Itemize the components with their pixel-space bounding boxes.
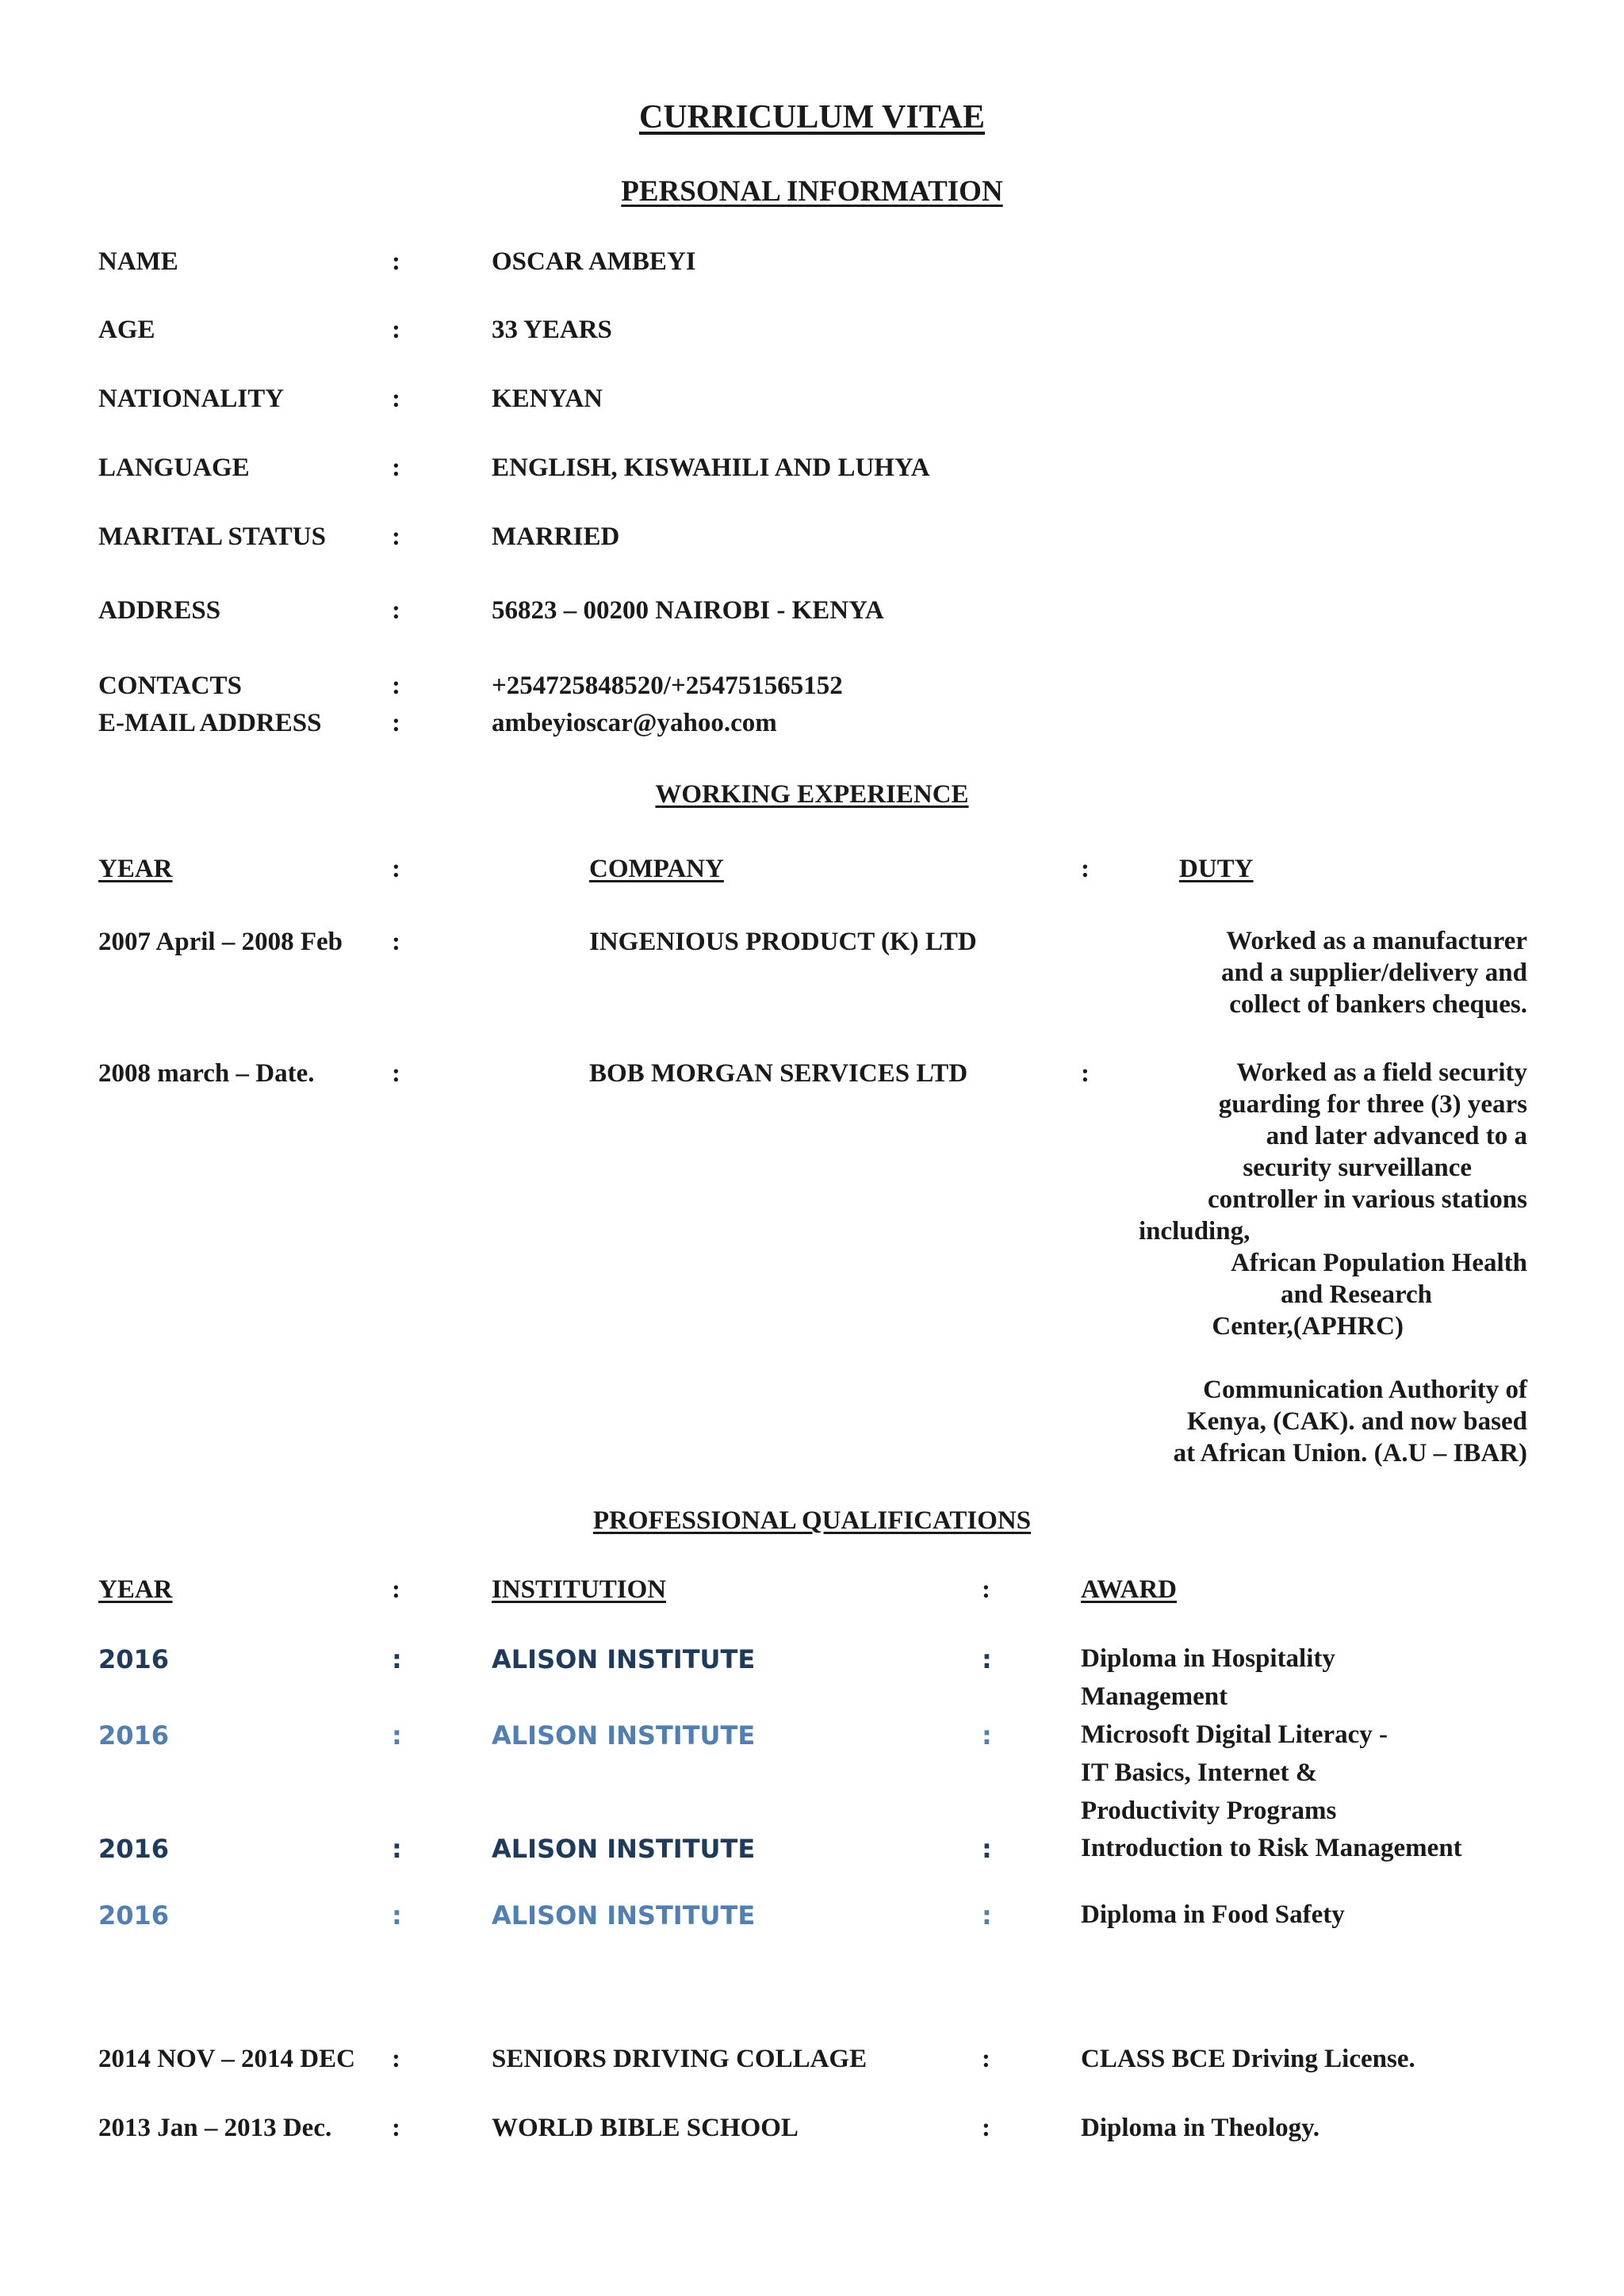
- qualification-institution: ALISON INSTITUTE: [492, 1834, 756, 1864]
- experience-year: 2008 march – Date.: [98, 1059, 315, 1088]
- duty-line: Worked as a field security: [1236, 1058, 1527, 1087]
- experience-year: 2007 April – 2008 Feb: [98, 928, 343, 956]
- personal-value: 56823 – 00200 NAIROBI - KENYA: [492, 596, 884, 625]
- colon: :: [982, 2045, 990, 2073]
- colon: :: [392, 2114, 400, 2142]
- qualification-institution: WORLD BIBLE SCHOOL: [492, 2114, 799, 2142]
- colon: :: [392, 855, 400, 883]
- duty-line: African Population Health: [1230, 1249, 1527, 1277]
- qualification-year: 2016: [98, 1644, 170, 1674]
- col-header-company: COMPANY: [589, 855, 724, 883]
- qualification-award: CLASS BCE Driving License.: [1081, 2045, 1415, 2073]
- colon: :: [392, 453, 400, 482]
- working-experience-heading: WORKING EXPERIENCE: [655, 780, 969, 809]
- personal-value: KENYAN: [492, 385, 603, 413]
- experience-duty: [1155, 925, 1527, 1020]
- duty-line: Center,(APHRC): [1212, 1312, 1404, 1341]
- personal-label: NATIONALITY: [98, 385, 285, 413]
- qualification-institution: ALISON INSTITUTE: [492, 1720, 756, 1751]
- colon: :: [1081, 1059, 1090, 1088]
- colon: :: [392, 672, 400, 700]
- duty-line: controller in various stations: [1207, 1185, 1527, 1214]
- qualification-award: Introduction to Risk Management: [1081, 1834, 1462, 1862]
- duty-line: guarding for three (3) years: [1218, 1090, 1527, 1119]
- colon: :: [392, 385, 400, 413]
- colon: :: [392, 316, 400, 344]
- personal-value: ENGLISH, KISWAHILI AND LUHYA: [492, 453, 930, 482]
- duty-line: security surveillance: [1243, 1154, 1472, 1182]
- colon: :: [392, 1059, 400, 1088]
- experience-duty-continued: [1155, 1374, 1527, 1469]
- duty-line: collect of bankers cheques.: [1229, 990, 1527, 1019]
- duty-line: at African Union. (A.U – IBAR): [1173, 1439, 1527, 1468]
- personal-label: ADDRESS: [98, 596, 221, 625]
- duty-line: and Research: [1281, 1280, 1432, 1309]
- qualification-year: 2016: [98, 1900, 170, 1931]
- duty-line: Worked as a manufacturer: [1226, 927, 1527, 955]
- personal-label: AGE: [98, 316, 155, 344]
- colon: :: [392, 2045, 400, 2073]
- qualification-award: Microsoft Digital Literacy -IT Basics, Internet & Productivity Programs: [1081, 1720, 1388, 1825]
- qualification-award: Diploma in Hospitality Management: [1081, 1644, 1335, 1711]
- duty-line: including,: [1139, 1217, 1251, 1246]
- colon: :: [392, 1720, 402, 1751]
- qualification-award: Diploma in Food Safety: [1081, 1900, 1345, 1929]
- qualification-institution: ALISON INSTITUTE: [492, 1900, 756, 1931]
- colon: :: [982, 1720, 992, 1751]
- qualification-year: 2016: [98, 1720, 170, 1751]
- col-header-award: AWARD: [1081, 1575, 1178, 1604]
- col-header-duty: DUTY: [1179, 855, 1254, 883]
- colon: :: [392, 1900, 402, 1931]
- colon: :: [392, 1834, 402, 1864]
- qualification-year: 2016: [98, 1834, 170, 1864]
- colon: :: [982, 1834, 992, 1864]
- colon: :: [392, 1575, 400, 1604]
- colon: :: [392, 928, 400, 956]
- col-header-year: YEAR: [98, 1575, 173, 1604]
- duty-line: and later advanced to a: [1266, 1122, 1527, 1150]
- qualifications-heading: PROFESSIONAL QUALIFICATIONS: [592, 1506, 1032, 1535]
- qualification-institution: SENIORS DRIVING COLLAGE: [492, 2045, 868, 2073]
- qualification-institution: ALISON INSTITUTE: [492, 1644, 756, 1674]
- colon: :: [982, 2114, 990, 2142]
- colon: :: [982, 1575, 990, 1604]
- colon: :: [392, 596, 400, 625]
- personal-label: LANGUAGE: [98, 453, 250, 482]
- colon: :: [982, 1900, 992, 1931]
- personal-label: E-MAIL ADDRESS: [98, 709, 322, 737]
- colon: :: [1081, 855, 1090, 883]
- qualification-award: Diploma in Theology.: [1081, 2114, 1320, 2142]
- personal-value: MARRIED: [492, 522, 620, 551]
- duty-line: Communication Authority of: [1203, 1376, 1527, 1404]
- col-header-year: YEAR: [98, 855, 173, 883]
- colon: :: [982, 1644, 992, 1674]
- colon: :: [392, 1644, 402, 1674]
- qualification-year: 2014 NOV – 2014 DEC: [98, 2045, 355, 2073]
- email-value: ambeyioscar@yahoo.com: [492, 709, 777, 737]
- qualification-year: 2013 Jan – 2013 Dec.: [98, 2114, 332, 2142]
- experience-duty: [1139, 1057, 1527, 1342]
- colon: :: [392, 247, 400, 276]
- personal-info-heading: PERSONAL INFORMATION: [621, 175, 1003, 208]
- col-header-institution: INSTITUTION: [492, 1575, 667, 1604]
- colon: :: [392, 709, 400, 737]
- personal-label: NAME: [98, 247, 178, 276]
- duty-line: and a supplier/delivery and: [1221, 959, 1527, 987]
- personal-label: CONTACTS: [98, 672, 242, 700]
- experience-company: BOB MORGAN SERVICES LTD: [589, 1059, 968, 1088]
- personal-value: +254725848520/+254751565152: [492, 672, 843, 700]
- experience-company: INGENIOUS PRODUCT (K) LTD: [589, 928, 977, 956]
- colon: :: [392, 522, 400, 551]
- personal-label: MARITAL STATUS: [98, 522, 326, 551]
- personal-value: OSCAR AMBEYI: [492, 247, 696, 276]
- personal-value: 33 YEARS: [492, 316, 612, 344]
- duty-line: Kenya, (CAK). and now based: [1186, 1407, 1527, 1436]
- cv-title: CURRICULUM VITAE: [639, 99, 985, 136]
